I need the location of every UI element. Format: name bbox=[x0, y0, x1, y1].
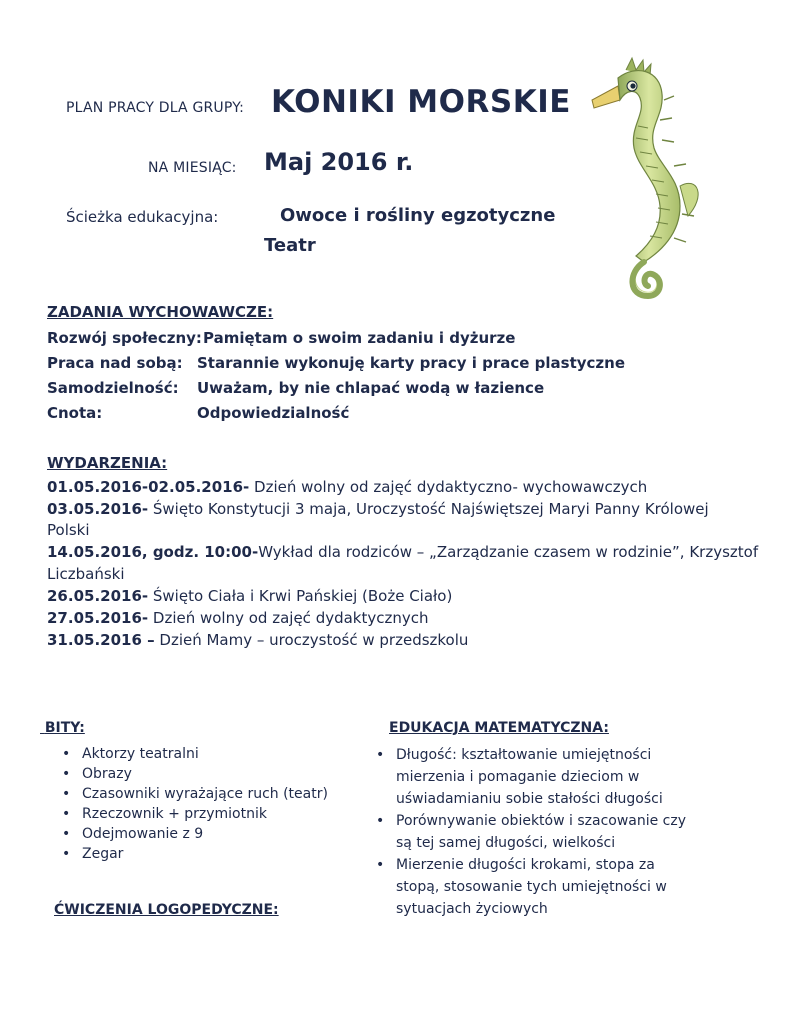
event-date: 01.05.2016-02.05.2016- bbox=[47, 478, 250, 496]
path-label: Ścieżka edukacyjna: bbox=[66, 208, 219, 226]
tasks-heading: ZADANIA WYCHOWAWCZE: bbox=[47, 303, 274, 321]
event-item bbox=[47, 609, 429, 627]
list-item: • Aktorzy teatralni bbox=[56, 744, 328, 764]
task-label: Rozwój społeczny: bbox=[47, 329, 202, 347]
list-item bbox=[370, 810, 686, 854]
event-item bbox=[47, 500, 709, 518]
event-date: 14.05.2016, godz. 10:00- bbox=[47, 543, 259, 561]
event-text: Dzień wolny od zajęć dydaktyczno- wychowawczych bbox=[249, 478, 648, 496]
month-value: Maj 2016 r. bbox=[264, 148, 414, 176]
list-item-line: uświadamianiu sobie stałości długości bbox=[396, 791, 663, 807]
seahorse-icon bbox=[588, 56, 723, 306]
list-item: • Obrazy bbox=[56, 764, 328, 784]
bity-list bbox=[56, 744, 328, 864]
event-text: Dzień Mamy – uroczystość w przedszkolu bbox=[154, 631, 469, 649]
month-label: NA MIESIĄC: bbox=[148, 160, 237, 176]
math-heading: EDUKACJA MATEMATYCZNA: bbox=[389, 720, 609, 736]
event-text-cont: Liczbański bbox=[47, 565, 125, 583]
bity-heading-text: BITY: bbox=[44, 720, 85, 736]
list-item: • Rzeczownik + przymiotnik bbox=[56, 804, 328, 824]
list-item-line: mierzenia i pomaganie dzieciom w bbox=[396, 769, 640, 785]
list-item bbox=[370, 854, 686, 920]
list-item bbox=[370, 744, 686, 810]
list-item-line: • Długość: kształtowanie umiejętności bbox=[396, 747, 652, 763]
event-item bbox=[47, 478, 647, 496]
list-item-line: • Porównywanie obiektów i szacowanie czy bbox=[396, 813, 687, 829]
events-heading: WYDARZENIA: bbox=[47, 454, 168, 472]
event-date: 31.05.2016 – bbox=[47, 631, 155, 649]
list-item-line: • Mierzenie długości krokami, stopa za bbox=[396, 857, 655, 873]
list-item: • Czasowniki wyrażające ruch (teatr) bbox=[56, 784, 328, 804]
bity-heading bbox=[40, 720, 85, 736]
event-text: Święto Konstytucji 3 maja, Uroczystość Najświętszej Maryi Panny Królowej bbox=[148, 500, 709, 518]
task-label: Samodzielność: bbox=[47, 379, 179, 397]
event-date: 03.05.2016- bbox=[47, 500, 149, 518]
event-text: Dzień wolny od zajęć dydaktycznych bbox=[148, 609, 429, 627]
task-value: Starannie wykonuję karty pracy i prace plastyczne bbox=[197, 354, 625, 372]
path-value-2: Teatr bbox=[264, 235, 316, 256]
path-value-1: Owoce i rośliny egzotyczne bbox=[280, 205, 556, 226]
task-label: Praca nad sobą: bbox=[47, 354, 183, 372]
event-text-cont: Polski bbox=[47, 521, 90, 539]
plan-label: PLAN PRACY DLA GRUPY: bbox=[66, 100, 245, 116]
event-text: Wykład dla rodziców – „Zarządzanie czasem w rodzinie”, Krzysztof bbox=[258, 543, 759, 561]
task-value: Pamiętam o swoim zadaniu i dyżurze bbox=[203, 329, 516, 347]
list-item-line: stopą, stosowanie tych umiejętności w bbox=[396, 879, 667, 895]
list-item: • Odejmowanie z 9 bbox=[56, 824, 328, 844]
math-list bbox=[370, 744, 686, 920]
list-item-line: są tej samej długości, wielkości bbox=[396, 835, 616, 851]
event-date: 26.05.2016- bbox=[47, 587, 149, 605]
task-label: Cnota: bbox=[47, 404, 103, 422]
group-name: KONIKI MORSKIE bbox=[271, 84, 571, 120]
task-value: Uważam, by nie chlapać wodą w łazience bbox=[197, 379, 545, 397]
logo-heading: ĆWICZENIA LOGOPEDYCZNE: bbox=[54, 902, 279, 918]
list-item: • Zegar bbox=[56, 844, 328, 864]
event-date: 27.05.2016- bbox=[47, 609, 149, 627]
event-item bbox=[47, 543, 758, 561]
task-value: Odpowiedzialność bbox=[197, 404, 350, 422]
event-item bbox=[47, 587, 452, 605]
event-text: Święto Ciała i Krwi Pańskiej (Boże Ciało) bbox=[148, 587, 453, 605]
event-item bbox=[47, 631, 468, 649]
list-item-line: sytuacjach życiowych bbox=[396, 901, 548, 917]
